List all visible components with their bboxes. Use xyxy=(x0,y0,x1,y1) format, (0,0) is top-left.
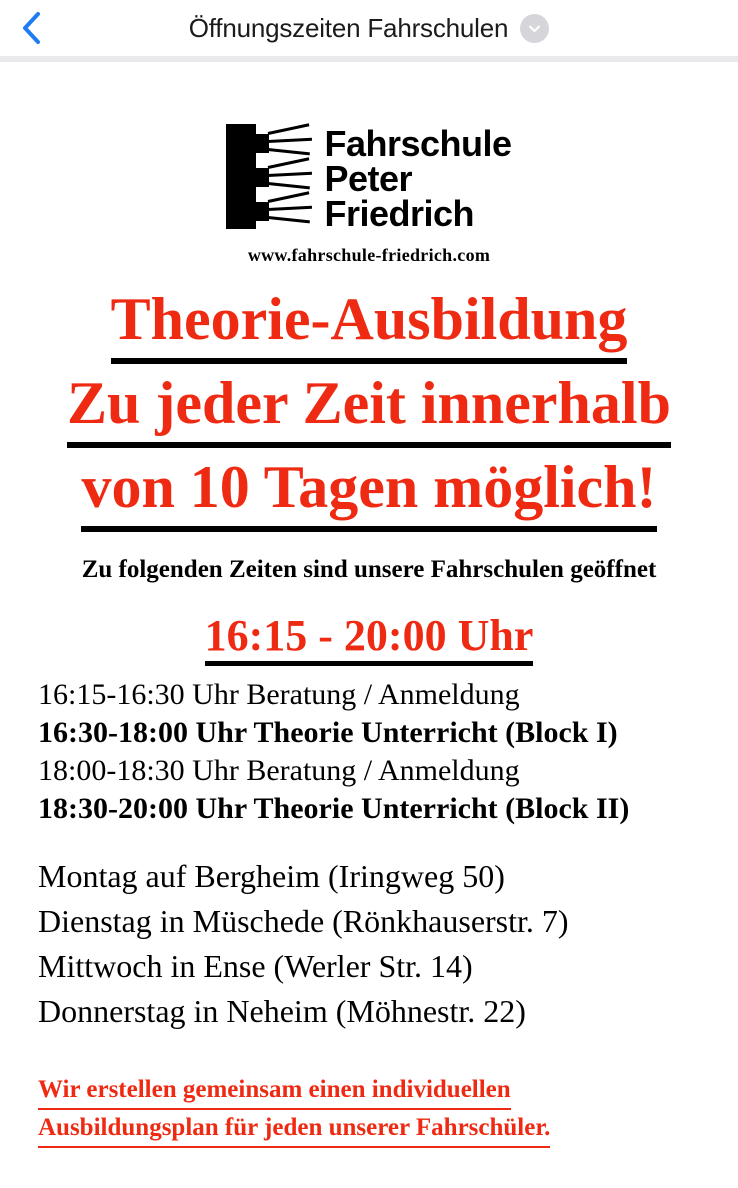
back-button[interactable] xyxy=(14,8,48,48)
headline-line-2 xyxy=(0,366,738,448)
time-heading-text: 16:15 - 20:00 Uhr xyxy=(205,610,534,666)
locations-list xyxy=(0,854,738,1034)
footnote-block xyxy=(0,1072,738,1148)
time-heading xyxy=(0,610,738,666)
opening-subline: Zu folgenden Zeiten sind unsere Fahrschulen geöffnet xyxy=(81,556,657,583)
logo-line-2: Peter xyxy=(324,158,413,199)
chevron-left-icon xyxy=(21,11,41,45)
list-item: Montag auf Bergheim (Iringweg 50) xyxy=(38,858,505,894)
schedule-list xyxy=(0,676,738,828)
document-content xyxy=(0,62,738,1188)
headline-line-3-text: von 10 Tagen möglich! xyxy=(81,450,656,532)
dropdown-button[interactable] xyxy=(520,14,549,43)
fahrschule-logo-icon xyxy=(226,124,308,229)
headline-line-3 xyxy=(0,450,738,532)
website-url: www.fahrschule-friedrich.com xyxy=(247,245,491,265)
headline-line-1 xyxy=(0,282,738,364)
schedule-row: 18:30-20:00 Uhr Theorie Unterricht (Block II) xyxy=(38,792,630,825)
schedule-row: 18:00-18:30 Uhr Beratung / Anmeldung xyxy=(38,754,520,787)
page-title: Öffnungszeiten Fahrschulen xyxy=(188,12,509,43)
footnote-line-1: Wir erstellen gemeinsam einen individuellen xyxy=(38,1072,511,1110)
footnote-line-2: Ausbildungsplan für jeden unserer Fahrschüler. xyxy=(38,1110,550,1148)
schedule-row: 16:15-16:30 Uhr Beratung / Anmeldung xyxy=(38,678,520,711)
list-item: Donnerstag in Neheim (Möhnestr. 22) xyxy=(38,993,526,1029)
list-item: Dienstag in Müschede (Rönkhauserstr. 7) xyxy=(38,903,569,939)
logo-line-3: Friedrich xyxy=(324,193,475,234)
logo-block xyxy=(0,123,738,234)
headline-line-1-text: Theorie-Ausbildung xyxy=(111,282,628,364)
logo-line-1: Fahrschule xyxy=(324,123,512,164)
logo-wordmark xyxy=(324,123,512,234)
top-navigation-bar xyxy=(0,0,738,56)
schedule-row: 16:30-18:00 Uhr Theorie Unterricht (Block I) xyxy=(38,716,618,749)
headline-line-2-text: Zu jeder Zeit innerhalb xyxy=(67,366,671,448)
list-item: Mittwoch in Ense (Werler Str. 14) xyxy=(38,948,473,984)
chevron-down-icon xyxy=(527,21,542,36)
